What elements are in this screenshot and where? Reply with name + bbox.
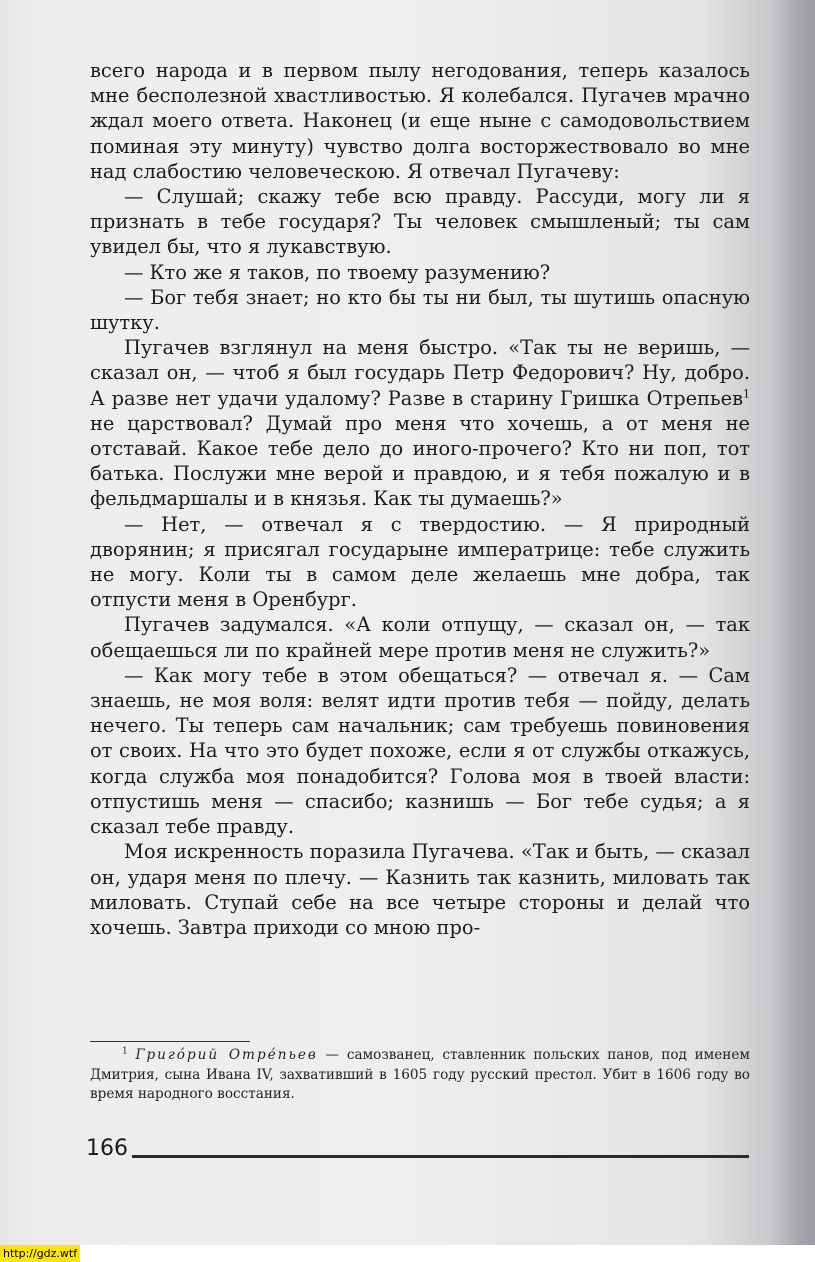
main-text bbox=[90, 58, 750, 940]
watermark-label: http://gdz.wtf bbox=[0, 1245, 80, 1262]
footnote-term: Григóрий Отрéпьев bbox=[135, 1047, 318, 1063]
paragraph: — Кто же я таков, по твоему разумению? bbox=[124, 260, 551, 284]
paragraph: — Как могу тебе в этом обещаться? — отвечал я. — Сам знаешь, не моя воля: велят идти против тебя — пойду, делать нечего. Ты теперь сам начальник; сам требуешь повиновения от своих. На что это будет похоже, если я от службы откажусь, когда служба моя понадобится? Голова моя в твоей власти: отпустишь меня — спасибо; казнишь — Бог тебе судья; а я сказал тебе правду. bbox=[90, 663, 750, 839]
paragraph: всего народа и в первом пылу негодования, теперь казалось мне бесполезной хвастливостью. Я колебался. Пугачев мрачно ждал моего ответа. Наконец (и еще ныне с самодовольствием поминая эту минуту) чувство долга восторжествовало во мне над слабостию человеческою. Я отвечал Пугачеву: bbox=[90, 59, 750, 183]
page-number-rule bbox=[132, 1155, 749, 1158]
footnote-mark: 1 bbox=[122, 1046, 128, 1057]
paragraph-with-footnote bbox=[90, 335, 750, 511]
footnote-reference: 1 bbox=[743, 387, 750, 401]
paragraph-part: Пугачев взглянул на меня быстро. «Так ты не веришь, — сказал он, — чтоб я был государь Петр Федорович? Ну, добро. А разве нет удачи удалому? Разве в старину Гришка Отрепьев bbox=[90, 336, 750, 410]
paragraph: — Слушай; скажу тебе всю правду. Рассуди, могу ли я признать в тебе государя? Ты человек смышленый; ты сам увидел бы, что я лукавствую. bbox=[90, 185, 750, 259]
footnote bbox=[90, 1046, 750, 1105]
footnote-divider bbox=[90, 1041, 250, 1042]
footnote-text: — самозванец, ставленник польских панов, под именем Дмитрия, сына Ивана IV, захвативший в 1605 году русский престол. Убит в 1606 году во время народного восстания. bbox=[90, 1047, 750, 1102]
paragraph: — Бог тебя знает; но кто бы ты ни был, ты шутишь опасную шутку. bbox=[90, 285, 750, 335]
page-number: 166 bbox=[86, 1136, 128, 1161]
paragraph: Моя искренность поразила Пугачева. «Так и быть, — сказал он, ударя меня по плечу. — Казнить так казнить, миловать так миловать. Ступай себе на все четыре стороны и делай что хочешь. Завтра приходи со мною про- bbox=[90, 840, 750, 939]
paragraph: — Нет, — отвечал я с твердостию. — Я природный дворянин; я присягал государыне императрице: тебе служить не могу. Коли ты в самом деле желаешь мне добра, так отпусти меня в Оренбург. bbox=[90, 512, 750, 612]
paragraph: Пугачев задумался. «А коли отпущу, — сказал он, — так обещаешься ли по крайней мере против меня не служить?» bbox=[90, 613, 750, 662]
paragraph-part: не царствовал? Думай про меня что хочешь, а от меня не отставай. Какое тебе дело до иного-прочего? Кто ни поп, тот батька. Послужи мне верой и правдою, и я тебя пожалую и в фельдмаршалы и в князья. Как ты думаешь?» bbox=[90, 411, 750, 511]
